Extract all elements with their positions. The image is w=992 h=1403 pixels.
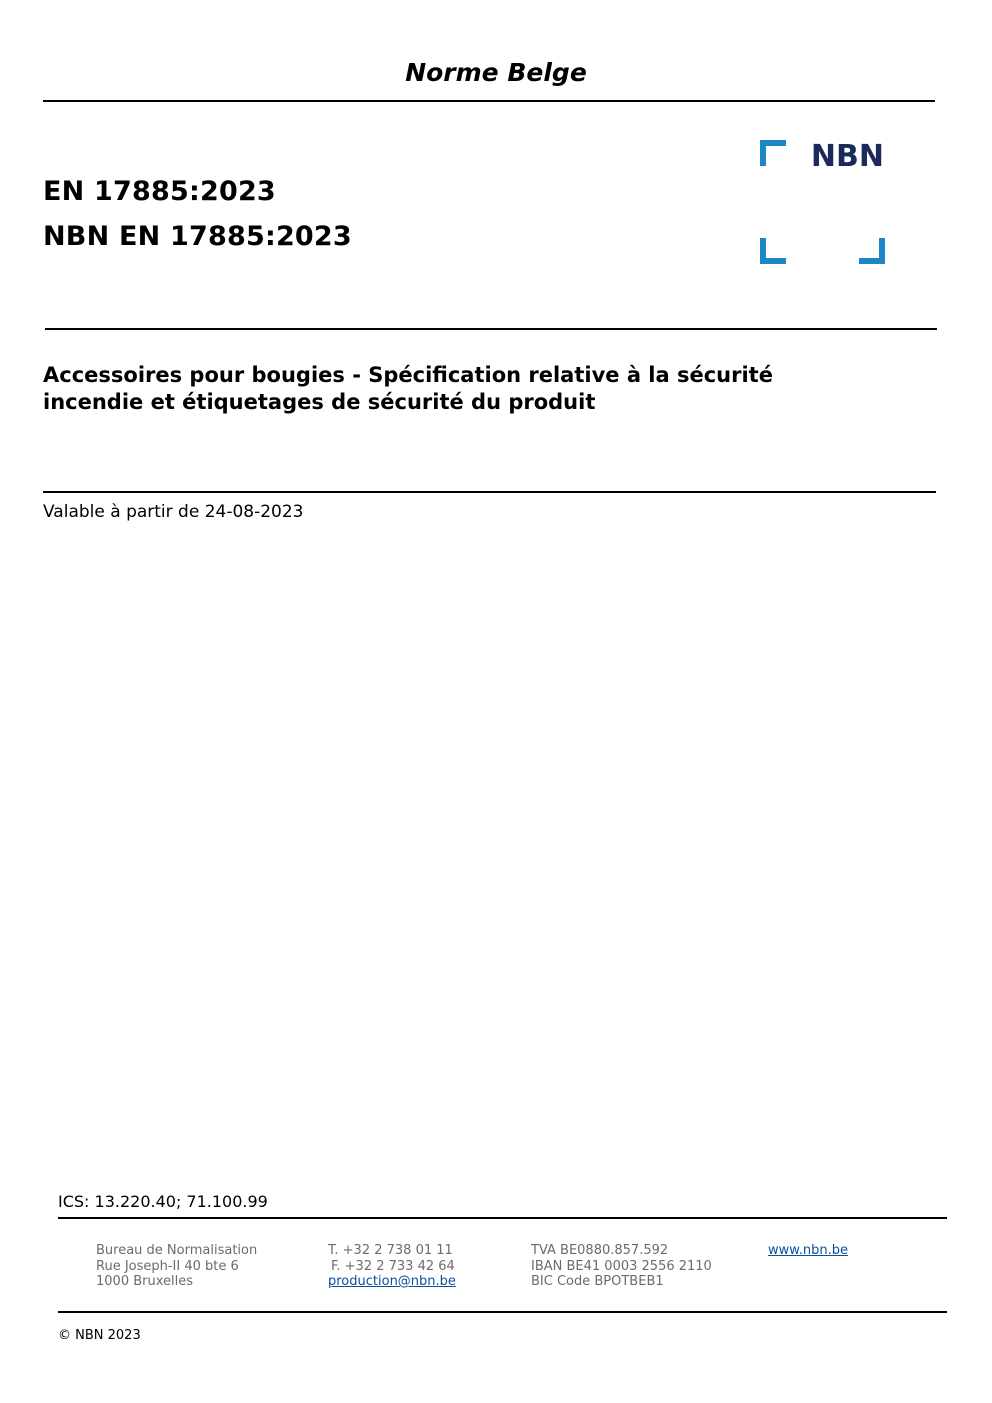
copyright-notice: © NBN 2023	[58, 1328, 141, 1343]
logo-corner-bottom-right	[859, 238, 882, 261]
footer-website-link[interactable]: www.nbn.be	[768, 1243, 848, 1258]
title-bottom-divider	[43, 491, 936, 493]
document-title-line1: Accessoires pour bougies - Spécification relative à la sécurité	[43, 363, 773, 387]
validity-date: Valable à partir de 24-08-2023	[43, 502, 304, 522]
footer-phone: T. +32 2 738 01 11	[328, 1243, 453, 1258]
footer-contact	[328, 1243, 456, 1290]
footer-vat: TVA BE0880.857.592	[531, 1243, 669, 1258]
document-title-line2: incendie et étiquetages de sécurité du produit	[43, 390, 596, 414]
footer-bottom-divider	[58, 1311, 947, 1313]
en-standard-number: EN 17885:2023	[43, 176, 276, 207]
footer-bic: BIC Code BPOTBEB1	[531, 1274, 664, 1289]
title-top-divider	[45, 328, 937, 330]
footer-website	[768, 1243, 848, 1259]
footer-fax: F. +32 2 733 42 64	[331, 1258, 455, 1274]
header-divider	[43, 100, 935, 102]
footer-address-line: Bureau de Normalisation	[96, 1243, 258, 1258]
footer-bank-details	[531, 1243, 712, 1290]
footer-email-link[interactable]: production@nbn.be	[328, 1274, 456, 1289]
document-title	[43, 362, 923, 416]
footer-iban: IBAN BE41 0003 2556 2110	[531, 1258, 712, 1274]
ics-codes: ICS: 13.220.40; 71.100.99	[58, 1192, 268, 1211]
footer-address-line: 1000 Bruxelles	[96, 1274, 194, 1289]
footer-address-line: Rue Joseph-II 40 bte 6	[96, 1258, 239, 1274]
footer-address	[96, 1243, 257, 1290]
footer-top-divider	[58, 1217, 947, 1219]
logo-wordmark: NBN	[810, 140, 884, 174]
logo-corner-top-left	[763, 143, 786, 166]
nbn-standard-number: NBN EN 17885:2023	[43, 221, 352, 252]
logo-corner-bottom-left	[763, 238, 786, 261]
page-header-title: Norme Belge	[405, 58, 587, 87]
nbn-logo	[760, 140, 886, 264]
